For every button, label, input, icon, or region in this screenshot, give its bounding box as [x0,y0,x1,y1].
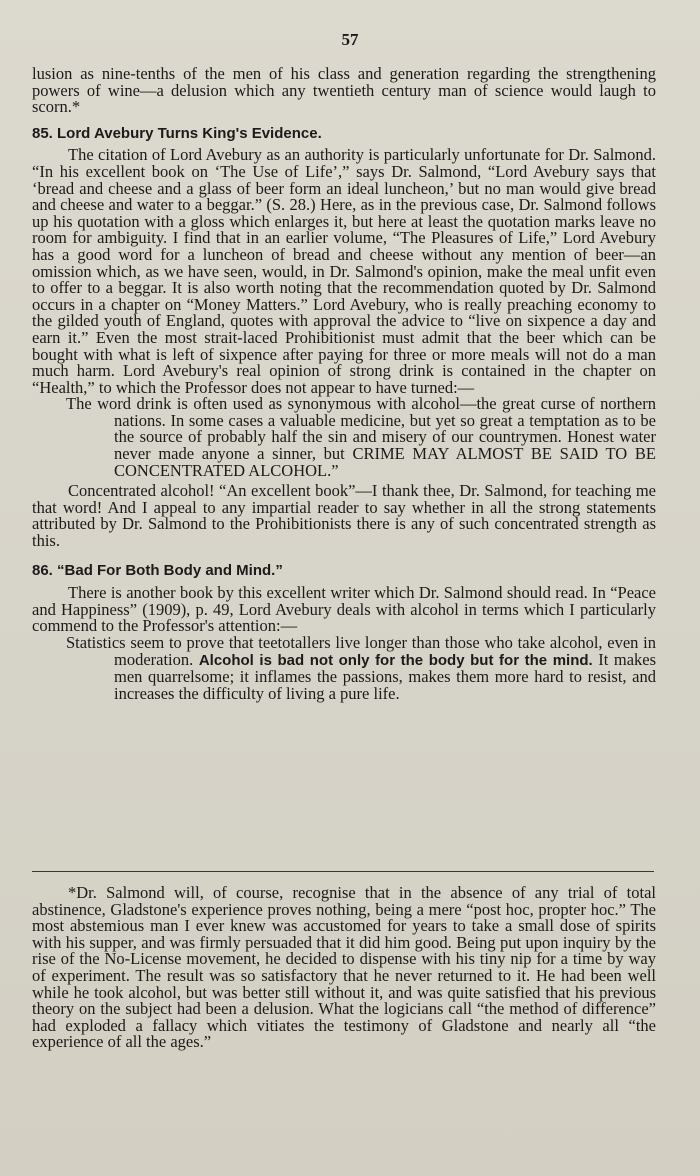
footnote-block [32,885,656,1051]
footnote-divider [32,871,654,872]
page-number: 57 [341,30,359,49]
section-86-quote [32,635,656,702]
section-85-heading: 85. Lord Avebury Turns King's Evidence. [32,124,322,142]
section-85-paragraph: The citation of Lord Avebury as an authority is particularly unfortunate for Dr. Salmond. “In his excellent book on ‘The Use of Life’,” says Dr. Salmond, “Lord Avebury says that ‘bread and cheese and a glass of beer form an ideal luncheon,’ but no man would give bread and cheese and water to a beggar.” (S. 28.) Here, as in the previous case, Dr. Salmond follows up his quotation with a gloss which enlarges it, but here at least the quotation marks leave no room for ambiguity. I find that in an earlier volume, “The Pleasures of Life,” Lord Avebury has a good word for a luncheon of bread and cheese without any mention of beer—an omission which, as we have seen, would, in Dr. Salmond's opinion, make the meal unfit even to offer to a beggar. It is also worth noting that the recommendation quoted by Dr. Salmond occurs in a chapter on “Money Matters.” Lord Avebury, who is really preaching economy to the gilded youth of England, quotes with approval the advice to “live on sixpence a day and earn it.” Even the most strait-laced Prohibitionist must admit that the beer which can be bought with what is left of sixpence after paying for three or more meals will not do a man much harm. Lord Avebury's real opinion of strong drink is contained in the chapter on “Health,” to which the Professor does not appear to have turned:— [32,145,656,397]
section-85-quote: The word drink is often used as synonymous with alcohol—the great curse of northern nations. In some cases a valuable medicine, but yet so great a temptation as to be the source of probably half the sin and misery of our countrymen. Honest water never made anyone a sinner, but CRIME MAY ALMOST BE SAID TO BE CONCENTRATED ALCOHOL.” [66,394,656,480]
footnote: *Dr. Salmond will, of course, recognise that in the absence of any trial of total abstinence, Gladstone's experience proves nothing, being a mere “post hoc, propter hoc.” The most abstemious man I ever knew was accustomed for years to take a small dose of spirits with his supper, and was firmly persuaded that it did him good. Being put upon inquiry by the rise of the No-License movement, he decided to dispense with his tiny nip for a time by way of experiment. The result was so satisfactory that he never returned to it. He had been well while he took alcohol, but was better still without it, and was quite satisfied that his previous theory on the subject had been a delusion. What the logicians call “the method of difference” had exploded a fallacy which vitiates the testimony of Gladstone and nearly all “the experience of all the ages.” [32,883,656,1052]
main-text [32,66,656,702]
quote-text-end: It makes men quarrelsome; it inflames the passions, makes them more hard to resist, and increases the difficulty of living a pure life. [114,649,657,703]
section-86-heading: 86. “Bad For Both Body and Mind.” [32,561,283,579]
section-86-paragraph: There is another book by this excellent writer which Dr. Salmond should read. In “Peace and Happiness” (1909), p. 49, Lord Avebury deals with alcohol in terms which I particularly commend to the Professor's attention:— [32,583,656,636]
quote-text-bold: Alcohol is bad not only for the body but for the mind. [198,651,593,669]
intro-paragraph: lusion as nine-tenths of the men of his class and generation regarding the strengthening powers of wine—a delusion which any twentieth century man of science would laugh to scorn.* [32,64,656,117]
quote-text-start: Statistics seem to prove that teetotallers live longer than those who take alcohol, even in moderation. [66,633,656,669]
section-85-closing: Concentrated alcohol! “An excellent book”—I thank thee, Dr. Salmond, for teaching me that word! And I appeal to any impartial reader to say whether in all the strong statements attributed by Dr. Salmond to the Prohibitionists there is any of such concentrated strength as this. [32,481,656,551]
